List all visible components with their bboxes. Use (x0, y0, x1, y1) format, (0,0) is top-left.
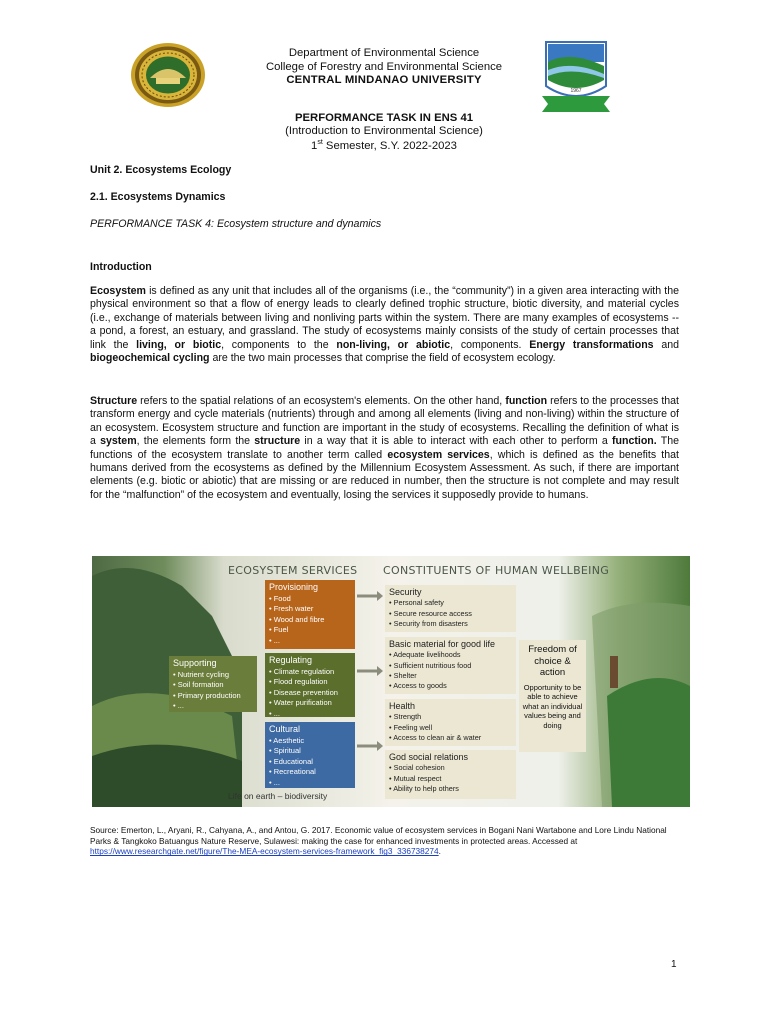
arrows-connector (355, 586, 385, 786)
biodiversity-caption: Life on earth – biodiversity (228, 791, 328, 801)
freedom-box: Freedom of choice & action Opportunity to be able to achieve what an individual values being and doing (519, 640, 586, 752)
intro-heading: Introduction (90, 261, 152, 273)
intro-paragraph-ecosystem: Ecosystem is defined as any unit that includes all of the organisms (i.e., the “community”) in a given area interacting with the physical environment so that a flow of energy leads to clearly defined trophic structure, biotic diversity, and material cycles (i.e., exchange of materials between living and nonliving parts within the system. There are many examples of ecosystems -- a pond, a forest, an estuary, and grassland. The study of ecosystems mainly consists of the study of certain processes that link the living, or biotic, components to the non-living, or abiotic, components. Energy transformations and biogeochemical cycling are the two main processes that comprise the field of ecosystem ecology. (90, 285, 679, 365)
social-relations-box: God social relations • Social cohesion • Mutual respect • Ability to help others (385, 750, 516, 799)
regulating-box: Regulating • Climate regulation • Flood regulation • Disease prevention • Water purification • ... (265, 653, 355, 717)
task-title-block (200, 112, 568, 152)
health-box: Health • Strength • Feeling well • Access to clean air & water (385, 699, 516, 746)
security-box: Security • Personal safety • Secure resource access • Security from disasters (385, 585, 516, 632)
source-link[interactable]: https://www.researchgate.net/figure/The-MEA-ecosystem-services-framework_fig3_336738274 (90, 846, 439, 857)
intro-paragraph-structure: Structure refers to the spatial relations of an ecosystem's elements. On the other hand, function refers to the processes that transform energy and cycle materials (nutrients) through and among all elements (living and non-living) within the structure of an ecosystem. Ecosystem structure and function are important in the study of ecosystems. Recalling the definition of what is a system, the elements form the structure in a way that it is able to interact with each other to perform a function. The functions of the ecosystem translate to another term called ecosystem services, which is defined as the benefits that humans derived from the ecosystems as defined by the Millennium Ecosystem Assessment. As such, if there are important elements (e.g. biotic or abiotic) that are missing or are reduced in number, then the structure is not complete and may result for the “malfunction” of the ecosystem and eventually, losing the services it supposedly provide to humans. (90, 395, 680, 501)
unit-heading: Unit 2. Ecosystems Ecology (90, 164, 232, 176)
human-wellbeing-title: CONSTITUENTS OF HUMAN WELLBEING (383, 564, 610, 577)
department-name: Department of Environmental Science (288, 47, 480, 59)
logo-year: 1967 (570, 88, 582, 94)
figure-source: Source: Emerton, L., Aryani, R., Cahyana, A., and Antou, G. 2017. Economic value of ecosystem services in Bogani Nani Wartabone and Lore Lindu National Parks & Tangkoko Batuangus Nature Reserve, Sulawesi: making the case for enhanced investments in protected areas. Accessed at https://www.researchgate.net/figure/The-MEA-ecosystem-services-framework_fig3_336738274. (90, 825, 667, 857)
cultural-box: Cultural • Aesthetic • Spiritual • Educational • Recreational • ... (265, 722, 355, 788)
semester-line: 1st Semester, S.Y. 2022-2023 (311, 139, 457, 152)
ecosystem-services-title: ECOSYSTEM SERVICES (228, 564, 358, 577)
supporting-box: Supporting • Nutrient cycling • Soil formation • Primary production • ... (169, 656, 257, 712)
university-seal-logo (130, 42, 206, 108)
page-number: 1 (671, 959, 677, 970)
task-subtitle: (Introduction to Environmental Science) (285, 124, 483, 137)
institution-header (200, 47, 568, 88)
task-title: PERFORMANCE TASK IN ENS 41 (294, 112, 474, 124)
task-line: PERFORMANCE TASK 4: Ecosystem structure and dynamics (90, 218, 382, 230)
provisioning-box: Provisioning • Food • Fresh water • Wood and fibre • Fuel • ... (265, 580, 355, 649)
university-name: CENTRAL MINDANAO UNIVERSITY (286, 74, 482, 86)
ecosystem-services-figure (92, 556, 690, 807)
basic-material-box: Basic material for good life • Adequate livelihoods • Sufficient nutritious food • Shelter • Access to goods (385, 637, 516, 694)
section-heading: 2.1. Ecosystems Dynamics (90, 191, 226, 203)
college-name: College of Forestry and Environmental Science (265, 60, 503, 73)
